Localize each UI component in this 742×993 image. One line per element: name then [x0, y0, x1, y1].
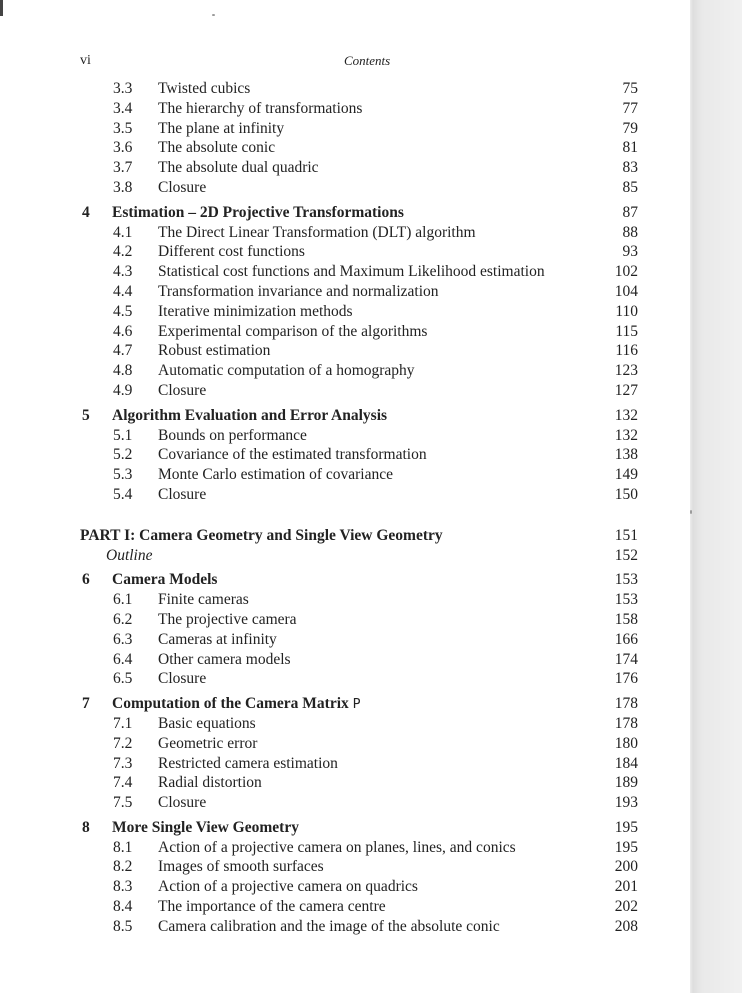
toc-entry-page: 178 [614, 695, 638, 713]
toc-entry-part [0, 526, 742, 546]
toc-entry-title-text: Experimental comparison of the algorithms [158, 322, 428, 340]
toc-entry-number: 4.8 [113, 362, 133, 380]
toc-entry-title [158, 590, 249, 610]
toc-entry-page: 195 [614, 838, 638, 856]
toc-entry-page: 178 [614, 714, 638, 732]
toc-entry-title-text: Computation of the Camera Matrix [112, 695, 349, 713]
toc-entry-number: 4.9 [113, 381, 133, 399]
toc-entry-chapter [0, 570, 742, 590]
toc-entry-title-text: Iterative minimization methods [158, 302, 353, 320]
toc-entry-page: 110 [615, 302, 638, 320]
toc-entry-page: 201 [614, 878, 638, 896]
toc-entry-number: 6.1 [113, 591, 133, 609]
toc-entry-title [158, 838, 516, 858]
toc-entry-number: 7.1 [113, 714, 133, 732]
toc-entry-title [158, 138, 275, 158]
toc-entry-section [0, 857, 742, 877]
toc-entry-number: 3.3 [113, 80, 133, 97]
toc-entry-section [0, 223, 742, 243]
toc-entry-page: 189 [614, 774, 638, 792]
toc-entry-page: 102 [614, 263, 638, 281]
toc-entry-title [158, 178, 206, 198]
toc-entry-title-text: Estimation – 2D Projective Transformations [112, 203, 404, 221]
toc-entry-title-text: The importance of the camera centre [158, 898, 386, 916]
toc-entry-page: 138 [614, 446, 638, 464]
toc-entry-number: 7.4 [113, 774, 133, 792]
toc-entry-section [0, 119, 742, 139]
toc-entry-title-text: PART I: Camera Geometry and Single View Geometry [80, 526, 443, 544]
toc-entry-page: 116 [615, 342, 638, 360]
toc-entry-number: 5.1 [113, 426, 133, 444]
toc-entry-page: 123 [614, 362, 638, 380]
toc-entry-chapter [0, 406, 742, 426]
toc-entry-section [0, 669, 742, 689]
toc-entry-title [158, 223, 476, 243]
toc-entry-title [158, 754, 338, 774]
toc-entry-number: 5.2 [113, 446, 133, 464]
toc-entry-section [0, 773, 742, 793]
toc-entry-page: 180 [614, 734, 638, 752]
toc-entry-title [158, 302, 353, 322]
toc-entry-title-text: Radial distortion [158, 774, 262, 792]
toc-entry-title [112, 203, 404, 223]
toc-entry-section [0, 754, 742, 774]
toc-entry-section [0, 79, 742, 99]
toc-entry-section [0, 322, 742, 342]
toc-entry-page: 127 [614, 381, 638, 399]
toc-entry-page: 152 [614, 546, 638, 564]
toc-entry-title-text: Robust estimation [158, 342, 271, 360]
toc-entry-number: 6.2 [113, 610, 133, 628]
toc-entry-title-text: The Direct Linear Transformation (DLT) algorithm [158, 223, 476, 241]
toc-entry-section [0, 650, 742, 670]
toc-entry-title-text: Transformation invariance and normalization [158, 282, 439, 300]
toc-entry-section [0, 610, 742, 630]
toc-entry-title [158, 650, 291, 670]
toc-entry-page: 81 [622, 139, 638, 157]
toc-entry-section [0, 361, 742, 381]
toc-entry-title [158, 669, 206, 689]
toc-entry-number: 6 [82, 571, 90, 589]
toc-entry-number: 3.4 [113, 99, 133, 117]
toc-entry-title-text: Bounds on performance [158, 426, 307, 444]
toc-entry-title [158, 119, 284, 139]
toc-entry-page: 176 [614, 670, 638, 688]
toc-entry-section [0, 793, 742, 813]
toc-entry-title-text: Images of smooth surfaces [158, 858, 324, 876]
toc-entry-title [158, 714, 256, 734]
toc-entry-page: 151 [614, 526, 638, 544]
toc-entry-number: 7.3 [113, 754, 133, 772]
toc-entry-title-text: The absolute dual quadric [158, 159, 319, 177]
scan-speck [212, 14, 215, 16]
toc-entry-section [0, 734, 742, 754]
toc-entry-number: 5.3 [113, 466, 133, 484]
toc-entry-title [158, 610, 297, 630]
toc-entry-section [0, 138, 742, 158]
toc-entry-page: 200 [614, 858, 638, 876]
toc-entry-title-text: Camera Models [112, 571, 218, 589]
toc-entry-page: 153 [614, 591, 638, 609]
toc-entry-number: 4.6 [113, 322, 133, 340]
toc-entry-section [0, 302, 742, 322]
toc-entry-number: 8.5 [113, 917, 133, 935]
toc-entry-title-text: Outline [106, 546, 153, 564]
toc-entry-title-text: Finite cameras [158, 591, 249, 609]
toc-entry-section [0, 877, 742, 897]
toc-entry-title-text: Algorithm Evaluation and Error Analysis [112, 406, 388, 424]
toc-entry-number: 8.3 [113, 878, 133, 896]
toc-entry-section [0, 917, 742, 937]
toc-entry-title-text: Different cost functions [158, 243, 305, 261]
toc-entry-number: 7.5 [113, 794, 133, 812]
toc-entry-title-text: Covariance of the estimated transformation [158, 446, 427, 464]
toc-entry-page: 83 [622, 159, 638, 177]
toc-entry-section [0, 485, 742, 505]
toc-entry-title [158, 361, 415, 381]
toc-entry-page: 93 [622, 243, 638, 261]
toc-entry-title [158, 158, 319, 178]
toc-entry-number: 3.7 [113, 159, 133, 177]
toc-entry-title-text: Monte Carlo estimation of covariance [158, 466, 394, 484]
toc-entry-title [112, 406, 387, 426]
table-of-contents [0, 79, 742, 937]
toc-entry-title-text: Closure [158, 485, 207, 503]
toc-entry-title-text: Cameras at infinity [158, 630, 277, 648]
toc-entry-title-text: Closure [158, 381, 207, 399]
toc-entry-section [0, 426, 742, 446]
toc-entry-title-text: Closure [158, 794, 207, 812]
toc-entry-number: 6.3 [113, 630, 133, 648]
toc-entry-title [158, 99, 362, 119]
toc-entry-title-text: Closure [158, 670, 207, 688]
toc-entry-chapter [0, 203, 742, 223]
toc-entry-title [158, 426, 307, 446]
toc-entry-title-text: Action of a projective camera on planes, lines, and conics [158, 838, 516, 856]
toc-entry-number: 4.5 [113, 302, 133, 320]
toc-entry-page: 174 [614, 650, 638, 668]
toc-entry-title-text: Statistical cost functions and Maximum Likelihood estimation [158, 263, 545, 281]
toc-entry-title [112, 694, 360, 715]
toc-entry-title-text: Camera calibration and the image of the absolute conic [158, 917, 500, 935]
matrix-symbol: P [352, 697, 361, 713]
toc-entry-title [158, 79, 250, 99]
toc-entry-title [158, 877, 418, 897]
toc-entry-number: 4.4 [113, 282, 133, 300]
toc-entry-page: 85 [622, 178, 638, 196]
toc-entry-number: 6.4 [113, 650, 133, 668]
toc-entry-title [80, 526, 443, 546]
toc-entry-title [158, 262, 545, 282]
toc-entry-title [158, 857, 324, 877]
toc-entry-title-text: The plane at infinity [158, 119, 285, 137]
toc-entry-number: 3.8 [113, 178, 133, 196]
toc-entry-page: 158 [614, 610, 638, 628]
toc-entry-section [0, 630, 742, 650]
toc-entry-title [158, 773, 262, 793]
toc-entry-number: 5.4 [113, 485, 133, 503]
toc-entry-page: 166 [614, 630, 638, 648]
toc-entry-title [158, 242, 305, 262]
toc-entry-title [158, 341, 270, 361]
toc-entry-number: 3.5 [113, 119, 133, 137]
toc-entry-page: 149 [614, 466, 638, 484]
toc-entry-page: 115 [615, 322, 638, 340]
toc-entry-page: 132 [614, 426, 638, 444]
toc-entry-title-text: More Single View Geometry [112, 818, 299, 836]
toc-entry-section [0, 262, 742, 282]
toc-entry-section [0, 99, 742, 119]
toc-entry-page: 202 [614, 898, 638, 916]
toc-entry-chapter [0, 818, 742, 838]
toc-entry-title-text: The projective camera [158, 610, 297, 628]
toc-entry-title-text: Basic equations [158, 714, 256, 732]
toc-entry-title-text: Geometric error [158, 734, 258, 752]
toc-entry-page: 153 [614, 571, 638, 589]
toc-entry-number: 4.1 [113, 223, 133, 241]
toc-entry-page: 87 [622, 203, 638, 221]
toc-entry-title [158, 793, 206, 813]
toc-entry-section [0, 897, 742, 917]
toc-entry-number: 6.5 [113, 670, 133, 688]
toc-entry-number: 7 [82, 695, 90, 713]
toc-entry-page: 75 [622, 80, 638, 97]
toc-entry-section [0, 590, 742, 610]
scan-corner-mark [0, 0, 3, 16]
toc-entry-section [0, 445, 742, 465]
toc-entry-title-text: The hierarchy of transformations [158, 99, 363, 117]
toc-entry-number: 8 [82, 818, 90, 836]
toc-entry-title [158, 465, 393, 485]
toc-entry-title [158, 734, 257, 754]
toc-entry-title [112, 818, 299, 838]
toc-entry-title [158, 917, 500, 937]
toc-entry-title [158, 322, 427, 342]
toc-entry-section [0, 282, 742, 302]
toc-entry-title [158, 630, 277, 650]
toc-entry-section [0, 714, 742, 734]
toc-entry-title [106, 546, 153, 566]
toc-entry-title-text: Closure [158, 178, 207, 196]
toc-entry-section [0, 242, 742, 262]
toc-entry-page: 184 [614, 754, 638, 772]
toc-entry-number: 8.2 [113, 858, 133, 876]
toc-entry-title-text: The absolute conic [158, 139, 276, 157]
toc-entry-title-text: Automatic computation of a homography [158, 362, 415, 380]
toc-entry-section [0, 178, 742, 198]
toc-entry-page: 195 [614, 818, 638, 836]
toc-entry-number: 4.7 [113, 342, 133, 360]
toc-entry-title [112, 570, 217, 590]
toc-entry-title [158, 381, 206, 401]
toc-entry-page: 150 [614, 485, 638, 503]
running-title: Contents [344, 53, 391, 68]
toc-entry-page: 208 [614, 917, 638, 935]
toc-entry-section [0, 341, 742, 361]
toc-entry-title [158, 897, 386, 917]
toc-entry-number: 3.6 [113, 139, 133, 157]
toc-entry-number: 7.2 [113, 734, 133, 752]
toc-entry-title-text: Action of a projective camera on quadrics [158, 878, 418, 896]
toc-entry-title-text: Other camera models [158, 650, 291, 668]
toc-entry-title [158, 282, 439, 302]
toc-entry-number: 8.1 [113, 838, 133, 856]
toc-entry-title [158, 485, 206, 505]
toc-entry-title-text: Twisted cubics [158, 80, 251, 97]
toc-entry-page: 132 [614, 406, 638, 424]
toc-entry-title-text: Restricted camera estimation [158, 754, 338, 772]
toc-entry-section [0, 838, 742, 858]
page-number: vi [80, 53, 91, 68]
toc-entry-number: 8.4 [113, 898, 133, 916]
toc-entry-number: 4 [82, 203, 90, 221]
toc-entry-section [0, 158, 742, 178]
toc-entry-chapter [0, 694, 742, 714]
toc-entry-section [0, 465, 742, 485]
toc-entry-section [0, 381, 742, 401]
toc-entry-number: 4.2 [113, 243, 133, 261]
toc-entry-outline [0, 546, 742, 566]
toc-entry-page: 88 [622, 223, 638, 241]
toc-entry-number: 4.3 [113, 263, 133, 281]
toc-entry-page: 77 [622, 99, 638, 117]
toc-entry-page: 193 [614, 794, 638, 812]
toc-entry-page: 79 [622, 119, 638, 137]
toc-entry-number: 5 [82, 406, 90, 424]
toc-entry-title [158, 445, 427, 465]
toc-entry-page: 104 [614, 282, 638, 300]
